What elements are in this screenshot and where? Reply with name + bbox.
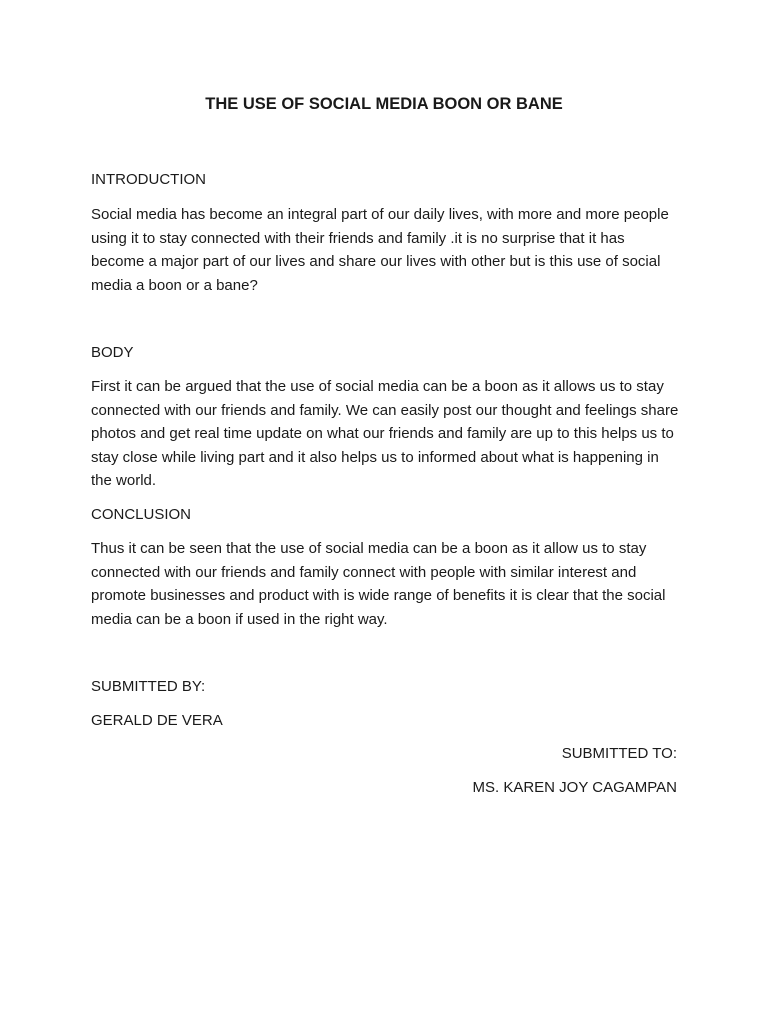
conclusion-heading: CONCLUSION (91, 506, 192, 523)
submitted-by-label: SUBMITTED BY: (91, 678, 206, 695)
body-heading: BODY (91, 344, 134, 361)
conclusion-paragraph: Thus it can be seen that the use of social media can be a boon as it allow us to stay connected with our friends and family connect with people with similar interest and promote businesses and product with is wide range of benefits it is clear that the social media can be a boon if used in the right way. (91, 540, 666, 628)
body-paragraph: First it can be argued that the use of social media can be a boon as it allows us to stay connected with our friends and family. We can easily post our thought and feelings share photos and get real time update on what our friends and family are up to this helps us to stay close while living part and it also helps us to informed about what is happening in the world. (91, 378, 679, 489)
submitted-to-label: SUBMITTED TO: (561, 745, 677, 762)
document-title: THE USE OF SOCIAL MEDIA BOON OR BANE (205, 95, 563, 113)
submitted-by-name: GERALD DE VERA (91, 712, 223, 729)
introduction-heading: INTRODUCTION (91, 171, 206, 188)
introduction-paragraph: Social media has become an integral part of our daily lives, with more and more people using it to stay connected with their friends and family .it is no surprise that it has become a major part of our lives and share our lives with other but is this use of social media a boon or a bane? (91, 206, 669, 294)
submitted-to-name: MS. KAREN JOY CAGAMPAN (472, 779, 677, 796)
